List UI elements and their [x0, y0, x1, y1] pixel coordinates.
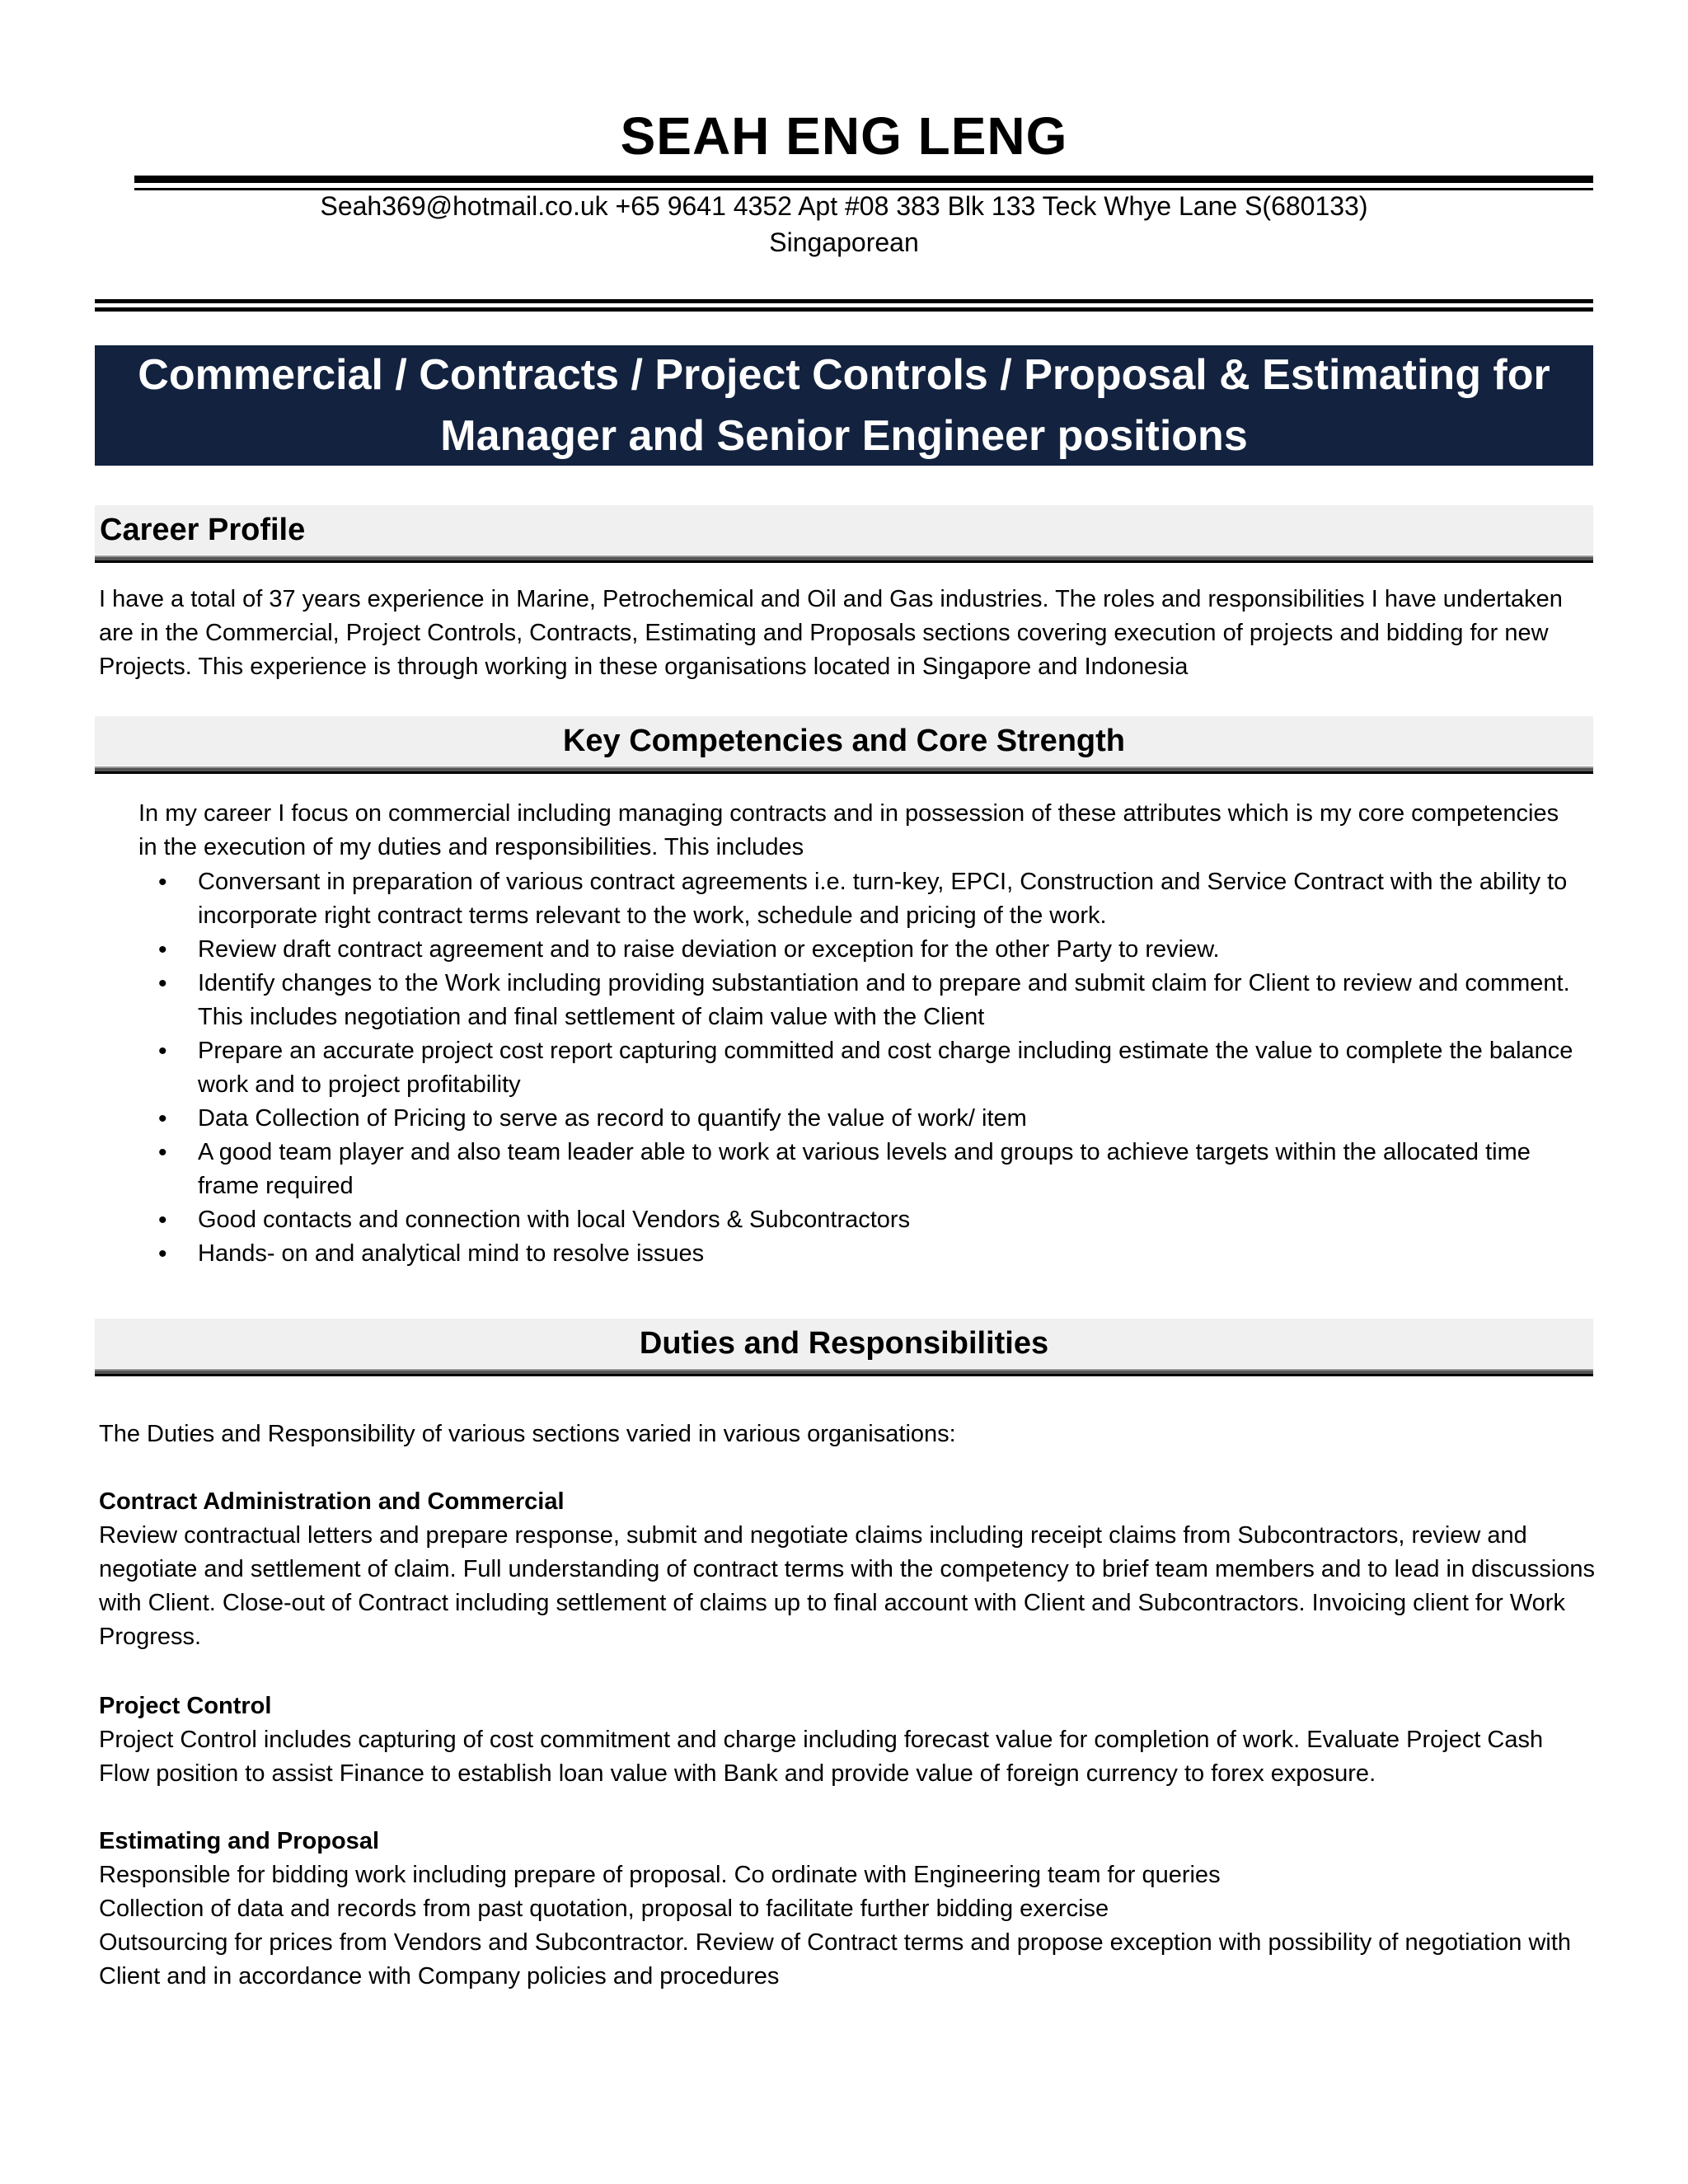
objective-banner — [95, 345, 1593, 466]
contract-admin-title: Contract Administration and Commercial — [99, 1488, 565, 1515]
career-profile-text: I have a total of 37 years experience in Marine, Petrochemical and Oil and Gas industries. The roles and responsibilities I have undertaken are in the Commercial, Project Controls, Contracts, Estimating and Proposals sections covering execution of projects and bidding for new Projects. This experience is through working in these organisations located in Singapore and Indonesia — [99, 586, 1563, 680]
header-divider — [95, 299, 1593, 312]
project-control-title: Project Control — [99, 1693, 272, 1719]
career-profile-heading — [95, 505, 1593, 555]
competency-item: • Prepare an accurate project cost report capturing committed and cost charge including estimate the value to complete the balance work and to project profitability — [138, 1034, 1581, 1102]
banner-line-2: Manager and Senior Engineer positions — [440, 412, 1248, 460]
estimating-line-3: Outsourcing for prices from Vendors and Subcontractor. Review of Contract terms and propose exception with possibility of negotiation with Client and in accordance with Company policies and procedures — [99, 1929, 1572, 1990]
competency-item: • Review draft contract agreement and to raise deviation or exception for the other Party to review. — [138, 933, 1581, 967]
competencies-list — [138, 865, 1581, 1271]
competency-item: • Data Collection of Pricing to serve as record to quantify the value of work/ item — [138, 1102, 1581, 1136]
competencies-rule — [95, 766, 1593, 774]
contract-admin-block — [99, 1485, 1596, 1654]
competency-item: • Conversant in preparation of various contract agreements i.e. turn-key, EPCI, Construction and Service Contract with the ability to incorporate right contract terms relevant to the work, schedule and pricing of the work. — [138, 865, 1581, 933]
competencies-list-wrap — [138, 865, 1581, 1271]
estimating-title: Estimating and Proposal — [99, 1828, 379, 1854]
estimating-block — [99, 1825, 1596, 1994]
competency-item: • Identify changes to the Work including providing substantiation and to prepare and submit claim for Client to review and comment. This includes negotiation and final settlement of claim value with the Client — [138, 967, 1581, 1034]
duties-heading-text: Duties and Responsibilities — [639, 1326, 1049, 1361]
estimating-line-2: Collection of data and records from past quotation, proposal to facilitate further bidding exercise — [99, 1896, 1109, 1922]
competencies-heading-text: Key Competencies and Core Strength — [562, 724, 1126, 758]
estimating-line-1: Responsible for bidding work including prepare of proposal. Co ordinate with Engineering team for queries — [99, 1862, 1221, 1888]
competency-item: • Good contacts and connection with local Vendors & Subcontractors — [138, 1203, 1581, 1237]
contact-block — [0, 188, 1688, 260]
competency-item: • A good team player and also team leader able to work at various levels and groups to achieve targets within the allocated time frame required — [138, 1136, 1581, 1203]
duties-rule — [95, 1369, 1593, 1376]
duties-intro: The Duties and Responsibility of various sections varied in various organisations: — [99, 1421, 956, 1447]
project-control-block — [99, 1690, 1596, 1791]
candidate-name: SEAH ENG LENG — [620, 106, 1068, 166]
competencies-heading — [95, 716, 1593, 766]
banner-line-1: Commercial / Contracts / Project Controls / Proposal & Estimating for — [138, 351, 1550, 399]
career-profile-heading-text: Career Profile — [100, 513, 306, 547]
duties-heading — [95, 1319, 1593, 1368]
competencies-intro: In my career I focus on commercial including managing contracts and in possession of these attributes which is my core competencies in the execution of my duties and responsibilities. This includes — [138, 800, 1559, 860]
career-profile-rule — [95, 555, 1593, 563]
contact-line: Seah369@hotmail.co.uk +65 9641 4352 Apt #08 383 Blk 133 Teck Whye Lane S(680133) — [320, 191, 1368, 221]
contract-admin-text: Review contractual letters and prepare response, submit and negotiate claims including receipt claims from Subcontractors, review and negotiate and settlement of claim. Full understanding of contract terms with the competency to brief team members and to lead in discussions with Client. Close-out of Contract including settlement of claims up to final account with Client and Subcontractors. Invoicing client for Work Progress. — [99, 1522, 1596, 1650]
project-control-text: Project Control includes capturing of cost commitment and charge including forecast value for completion of work. Evaluate Project Cash Flow position to assist Finance to establish loan value with Bank and provide value of foreign currency to forex exposure. — [99, 1727, 1544, 1787]
nationality: Singaporean — [769, 227, 919, 257]
competency-item: • Hands- on and analytical mind to resolve issues — [138, 1237, 1581, 1271]
